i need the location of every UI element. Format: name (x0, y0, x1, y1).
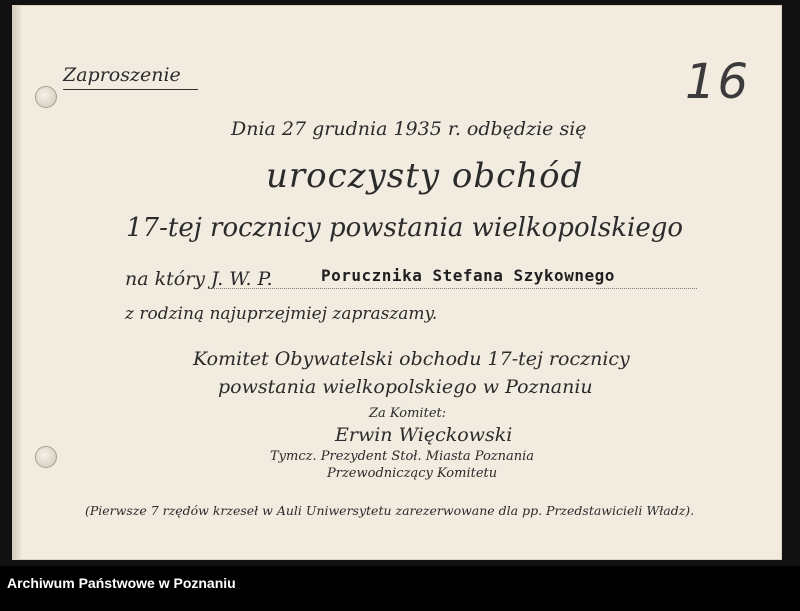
invitation-card (12, 5, 782, 560)
event-title: uroczysty obchód (266, 156, 584, 196)
punch-hole-icon (35, 446, 57, 468)
pencil-page-number: 16 (685, 54, 751, 110)
date-line: Dnia 27 grudnia 1935 r. odbędzie się (231, 118, 587, 140)
event-subtitle: 17-tej rocznicy powstania wielkopolskiego (126, 213, 684, 243)
invite-prefix: na który J. W. P. (125, 268, 273, 290)
archive-label: Archiwum Państwowe w Poznaniu (7, 575, 236, 591)
committee-line-1: Komitet Obywatelski obchodu 17-tej rocznicy (193, 348, 630, 370)
signer-name: Erwin Więckowski (335, 424, 513, 446)
card-binding-edge (13, 6, 21, 559)
punch-hole-icon (35, 86, 57, 108)
for-committee-label: Za Komitet: (369, 406, 447, 421)
invitation-heading: Zaproszenie (63, 64, 198, 90)
signer-role-2: Przewodniczący Komitetu (327, 466, 498, 481)
guest-name-dotted-line (209, 288, 697, 289)
guest-name: Porucznika Stefana Szykownego (321, 266, 615, 285)
committee-line-2: powstania wielkopolskiego w Poznaniu (218, 376, 593, 398)
signer-role-1: Tymcz. Prezydent Stoł. Miasta Poznania (270, 449, 535, 464)
family-line: z rodziną najuprzejmiej zapraszamy. (125, 304, 438, 324)
seating-footnote: (Pierwsze 7 rzędów krzeseł w Auli Uniwersytetu zarezerwowane dla pp. Przedstawicieli Władz). (85, 503, 695, 518)
